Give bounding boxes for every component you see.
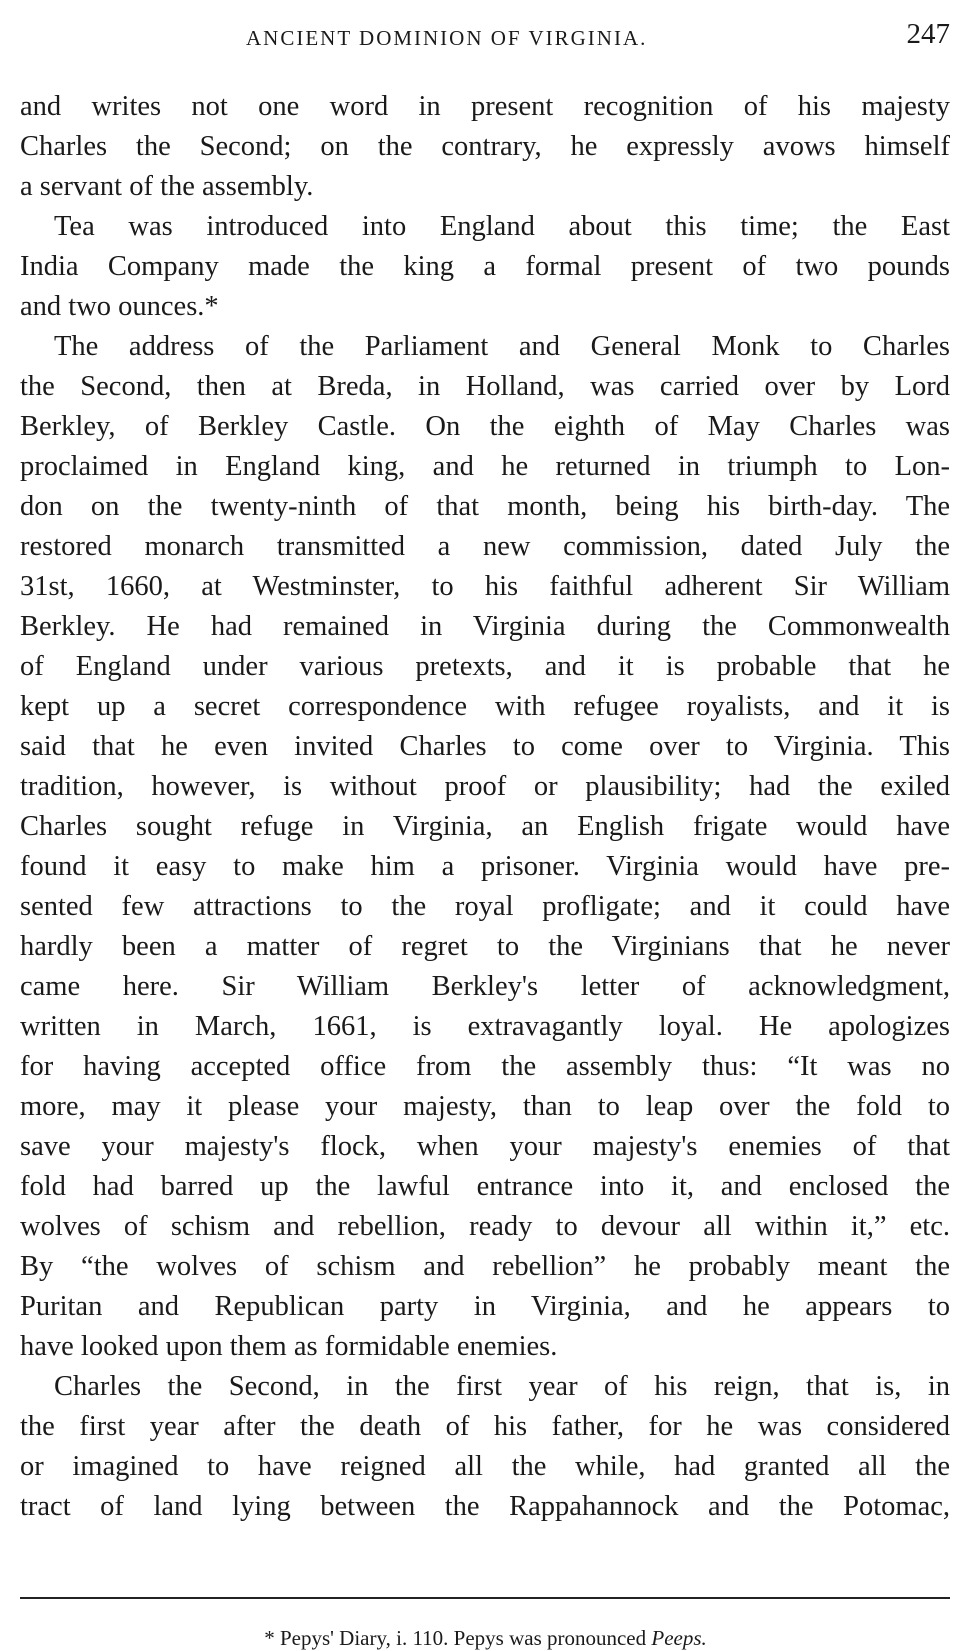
text-line: said that he even invited Charles to come over to Virginia. This: [20, 731, 950, 762]
text-line: the first year after the death of his father, for he was considered: [20, 1411, 950, 1442]
text-line: kept up a secret correspondence with refugee royalists, and it is: [20, 691, 950, 722]
body-text: [20, 87, 950, 1527]
text-line: came here. Sir William Berkley's letter of acknowledgment,: [20, 971, 950, 1002]
text-line: Puritan and Republican party in Virginia, and he appears to: [20, 1291, 950, 1322]
text-line: don on the twenty-ninth of that month, being his birth-day. The: [20, 491, 950, 522]
text-line: Charles sought refuge in Virginia, an English frigate would have: [20, 811, 950, 842]
text-line: tradition, however, is without proof or plausibility; had the exiled: [20, 771, 950, 802]
text-line: India Company made the king a formal present of two pounds: [20, 251, 950, 282]
text-line: a servant of the assembly.: [20, 171, 314, 202]
text-line: have looked upon them as formidable enemies.: [20, 1331, 558, 1362]
paragraph-first-line: Tea was introduced into England about this time; the East: [54, 211, 950, 242]
text-line: fold had barred up the lawful entrance into it, and enclosed the: [20, 1171, 950, 1202]
footnote-text: * Pepys' Diary, i. 110. Pepys was pronounced: [264, 1626, 652, 1650]
text-line: Charles the Second; on the contrary, he expressly avows himself: [20, 131, 950, 162]
text-line: Berkley. He had remained in Virginia during the Commonwealth: [20, 611, 950, 642]
text-line: restored monarch transmitted a new commission, dated July the: [20, 531, 950, 562]
page-number: 247: [906, 18, 950, 50]
text-line: written in March, 1661, is extravagantly loyal. He apologizes: [20, 1011, 950, 1042]
text-line: and two ounces.*: [20, 291, 219, 322]
paragraph-first-line: The address of the Parliament and General Monk to Charles: [54, 331, 950, 362]
footnote-rule: [20, 1597, 950, 1599]
text-line: the Second, then at Breda, in Holland, was carried over by Lord: [20, 371, 950, 402]
text-line: and writes not one word in present recognition of his majesty: [20, 91, 950, 122]
text-line: By “the wolves of schism and rebellion” he probably meant the: [20, 1251, 950, 1282]
text-line: Berkley, of Berkley Castle. On the eighth of May Charles was: [20, 411, 950, 442]
paragraph-first-line: Charles the Second, in the first year of his reign, that is, in: [54, 1371, 950, 1402]
footnote-italic: Peeps.: [651, 1626, 707, 1650]
footnote: [0, 1626, 971, 1651]
text-line: hardly been a matter of regret to the Virginians that he never: [20, 931, 950, 962]
text-line: or imagined to have reigned all the while, had granted all the: [20, 1451, 950, 1482]
text-line: proclaimed in England king, and he returned in triumph to Lon-: [20, 451, 950, 482]
text-line: tract of land lying between the Rappahannock and the Potomac,: [20, 1491, 950, 1522]
text-line: for having accepted office from the assembly thus: “It was no: [20, 1051, 950, 1082]
running-head: [20, 18, 950, 54]
text-line: sented few attractions to the royal profligate; and it could have: [20, 891, 950, 922]
text-line: wolves of schism and rebellion, ready to devour all within it,” etc.: [20, 1211, 950, 1242]
text-line: found it easy to make him a prisoner. Virginia would have pre-: [20, 851, 950, 882]
text-line: of England under various pretexts, and it is probable that he: [20, 651, 950, 682]
running-title: ANCIENT DOMINION OF VIRGINIA.: [246, 26, 648, 50]
text-line: more, may it please your majesty, than to leap over the fold to: [20, 1091, 950, 1122]
text-line: save your majesty's flock, when your majesty's enemies of that: [20, 1131, 950, 1162]
text-line: 31st, 1660, at Westminster, to his faithful adherent Sir William: [20, 571, 950, 602]
